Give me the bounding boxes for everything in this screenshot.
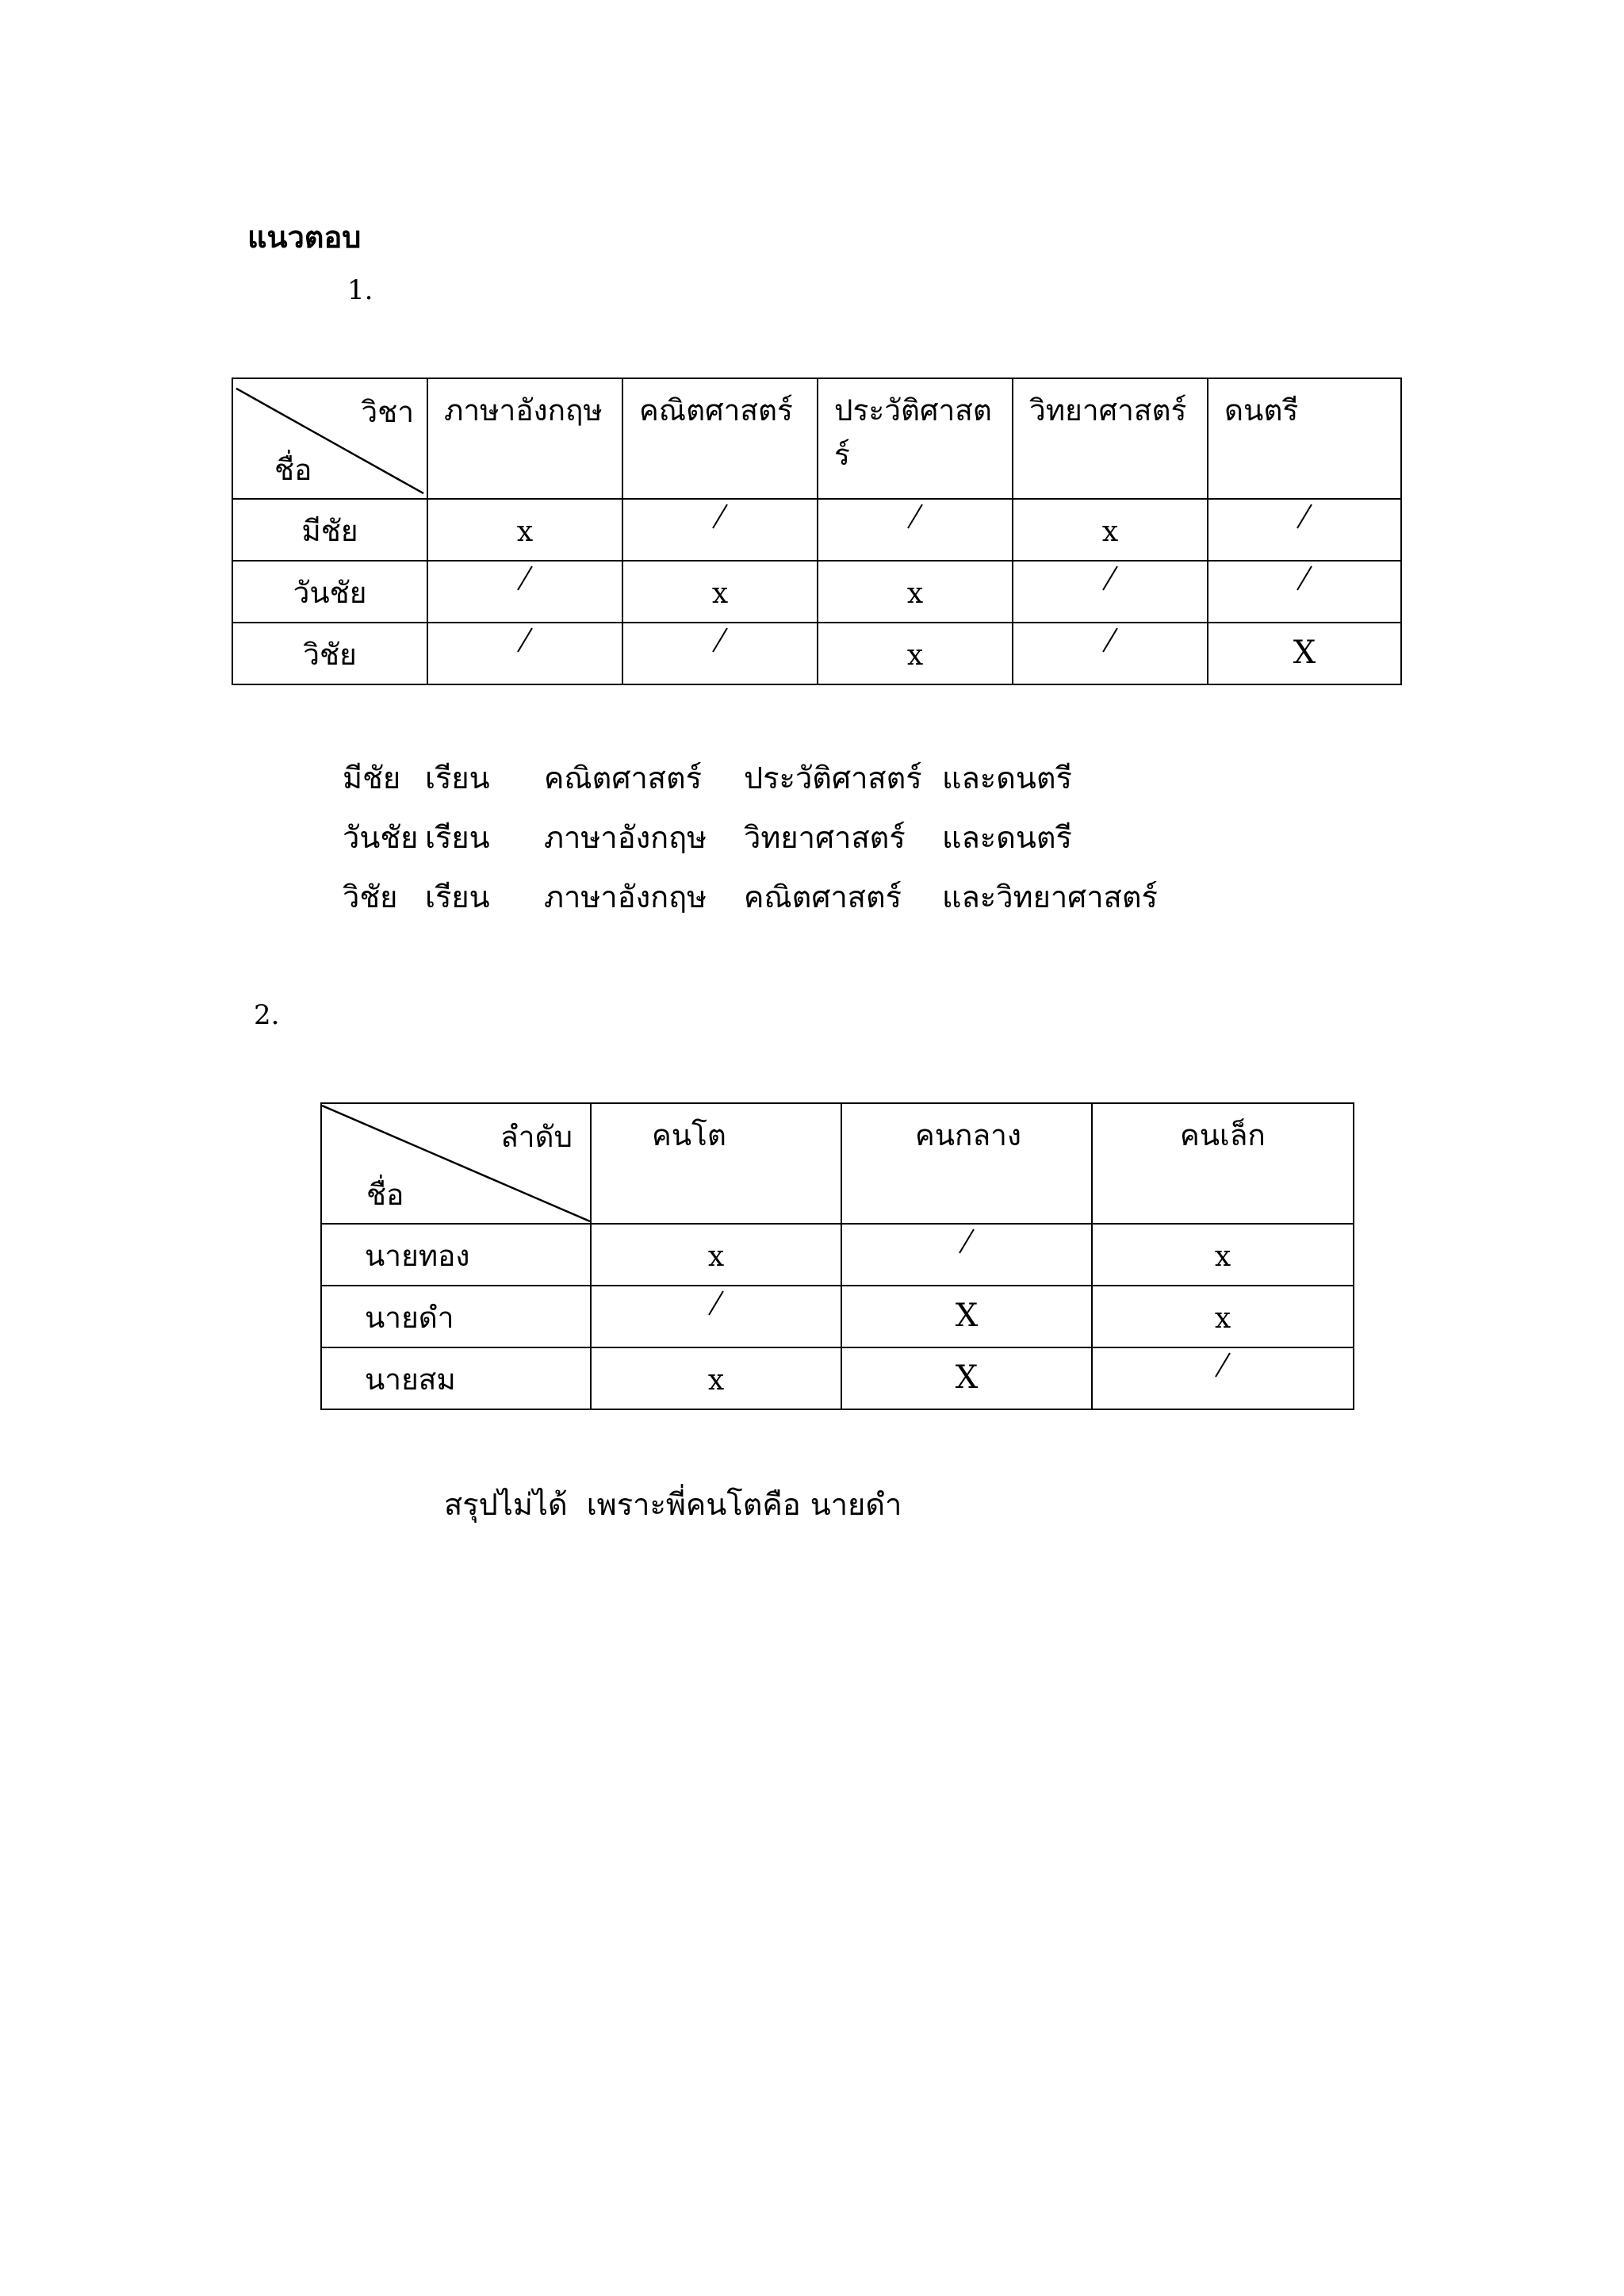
summary-verb: เรียน bbox=[425, 820, 490, 855]
slash-mark bbox=[1208, 500, 1400, 537]
x-mark: x bbox=[707, 1364, 725, 1397]
corner-label-name: ชื่อ bbox=[366, 1178, 404, 1212]
mark-cell bbox=[1208, 499, 1401, 561]
subject-header: ดนตรี bbox=[1208, 378, 1401, 499]
mark-cell bbox=[1208, 561, 1401, 623]
mark-cell bbox=[841, 1347, 1092, 1409]
conclusion-reason: เพราะพี่คนโตคือ นายดำ bbox=[586, 1487, 902, 1522]
x-mark: x bbox=[906, 639, 924, 672]
mark-cell bbox=[427, 623, 622, 684]
table-row bbox=[321, 1347, 1354, 1409]
slash-mark bbox=[1013, 562, 1207, 599]
mark-cell bbox=[1092, 1286, 1354, 1347]
mark-cell bbox=[622, 623, 818, 684]
summary-subject: และดนตรี bbox=[942, 761, 1072, 795]
slash-mark bbox=[1093, 1348, 1353, 1386]
corner-label-subject: วิชา bbox=[361, 395, 414, 429]
summary-name: วิชัย bbox=[343, 880, 398, 914]
student-name: วิชัย bbox=[232, 623, 427, 684]
summary-name: วันชัย bbox=[343, 820, 419, 855]
mark-cell bbox=[841, 1286, 1092, 1347]
mark-cell bbox=[818, 623, 1013, 684]
summary-name: มีชัย bbox=[343, 761, 401, 795]
mark-cell bbox=[591, 1347, 841, 1409]
x-mark: x bbox=[1214, 1240, 1231, 1273]
mark-cell bbox=[1013, 561, 1208, 623]
mark-cell bbox=[427, 561, 622, 623]
summary-subject: ภาษาอังกฤษ bbox=[544, 880, 707, 914]
x-mark: x bbox=[516, 516, 534, 548]
conclusion-verdict: สรุปไม่ได้ bbox=[444, 1487, 568, 1522]
mark-cell bbox=[591, 1224, 841, 1286]
mark-cell bbox=[1013, 499, 1208, 561]
summary-subject: และดนตรี bbox=[942, 820, 1072, 855]
x-mark: X bbox=[1293, 634, 1316, 671]
siblings-table bbox=[320, 1102, 1354, 1410]
mark-cell bbox=[1208, 623, 1401, 684]
x-mark: x bbox=[707, 1240, 725, 1273]
mark-cell bbox=[1013, 623, 1208, 684]
slash-mark bbox=[592, 1286, 841, 1324]
slash-mark bbox=[1208, 562, 1400, 599]
person-name: นายสม bbox=[321, 1347, 591, 1409]
summary-verb: เรียน bbox=[425, 880, 490, 914]
person-name: นายทอง bbox=[321, 1224, 591, 1286]
mark-cell bbox=[591, 1286, 841, 1347]
x-mark: x bbox=[1214, 1302, 1231, 1335]
student-name: วันชัย bbox=[232, 561, 427, 623]
x-mark: X bbox=[955, 1297, 979, 1334]
summary-subject: คณิตศาสตร์ bbox=[544, 761, 703, 795]
conclusion bbox=[444, 1480, 921, 1528]
summary-verb: เรียน bbox=[425, 761, 490, 795]
subjects-header-row bbox=[232, 378, 1401, 499]
subject-header: ภาษาอังกฤษ bbox=[427, 378, 622, 499]
x-mark: x bbox=[906, 577, 924, 610]
mark-cell bbox=[841, 1224, 1092, 1286]
x-mark: x bbox=[1101, 516, 1119, 548]
mark-cell bbox=[427, 499, 622, 561]
slash-mark bbox=[428, 562, 622, 599]
table-row bbox=[321, 1286, 1354, 1347]
table-row bbox=[232, 561, 1401, 623]
slash-mark bbox=[623, 500, 817, 537]
subject-header: วิทยาศาสตร์ bbox=[1013, 378, 1208, 499]
person-name: นายดำ bbox=[321, 1286, 591, 1347]
subject-header: คณิตศาสตร์ bbox=[622, 378, 818, 499]
slash-mark bbox=[818, 500, 1012, 537]
corner-label-name: ชื่อ bbox=[274, 453, 312, 487]
order-header: คนเล็ก bbox=[1092, 1103, 1354, 1224]
corner-label-order: ลำดับ bbox=[500, 1120, 573, 1154]
summary-subject: วิทยาศาสตร์ bbox=[744, 820, 906, 855]
x-mark: x bbox=[711, 577, 729, 610]
question-1-number: 1. bbox=[347, 274, 373, 306]
table-row bbox=[321, 1224, 1354, 1286]
student-name: มีชัย bbox=[232, 499, 427, 561]
mark-cell bbox=[818, 561, 1013, 623]
slash-mark bbox=[842, 1225, 1091, 1262]
summary-subject: ภาษาอังกฤษ bbox=[544, 820, 707, 855]
mark-cell bbox=[1092, 1347, 1354, 1409]
mark-cell bbox=[1092, 1224, 1354, 1286]
question-2-number: 2. bbox=[254, 999, 280, 1031]
slash-mark bbox=[1013, 623, 1207, 661]
corner-cell bbox=[232, 378, 427, 499]
mark-cell bbox=[622, 499, 818, 561]
summary-subject: และวิทยาศาสตร์ bbox=[942, 880, 1158, 914]
subject-header: ประวัติศาสตร์ bbox=[818, 378, 1013, 499]
order-header: คนโต bbox=[591, 1103, 841, 1224]
subjects-table bbox=[232, 378, 1402, 685]
corner-cell bbox=[321, 1103, 591, 1224]
slash-mark bbox=[428, 623, 622, 661]
answer-heading: แนวตอบ bbox=[247, 219, 362, 255]
table-row bbox=[232, 623, 1401, 684]
order-header: คนกลาง bbox=[841, 1103, 1092, 1224]
x-mark: X bbox=[955, 1359, 979, 1396]
summary-subject: คณิตศาสตร์ bbox=[744, 880, 902, 914]
mark-cell bbox=[818, 499, 1013, 561]
table-row bbox=[232, 499, 1401, 561]
summary-subject: ประวัติศาสตร์ bbox=[744, 761, 922, 795]
siblings-header-row bbox=[321, 1103, 1354, 1224]
mark-cell bbox=[622, 561, 818, 623]
slash-mark bbox=[623, 623, 817, 661]
